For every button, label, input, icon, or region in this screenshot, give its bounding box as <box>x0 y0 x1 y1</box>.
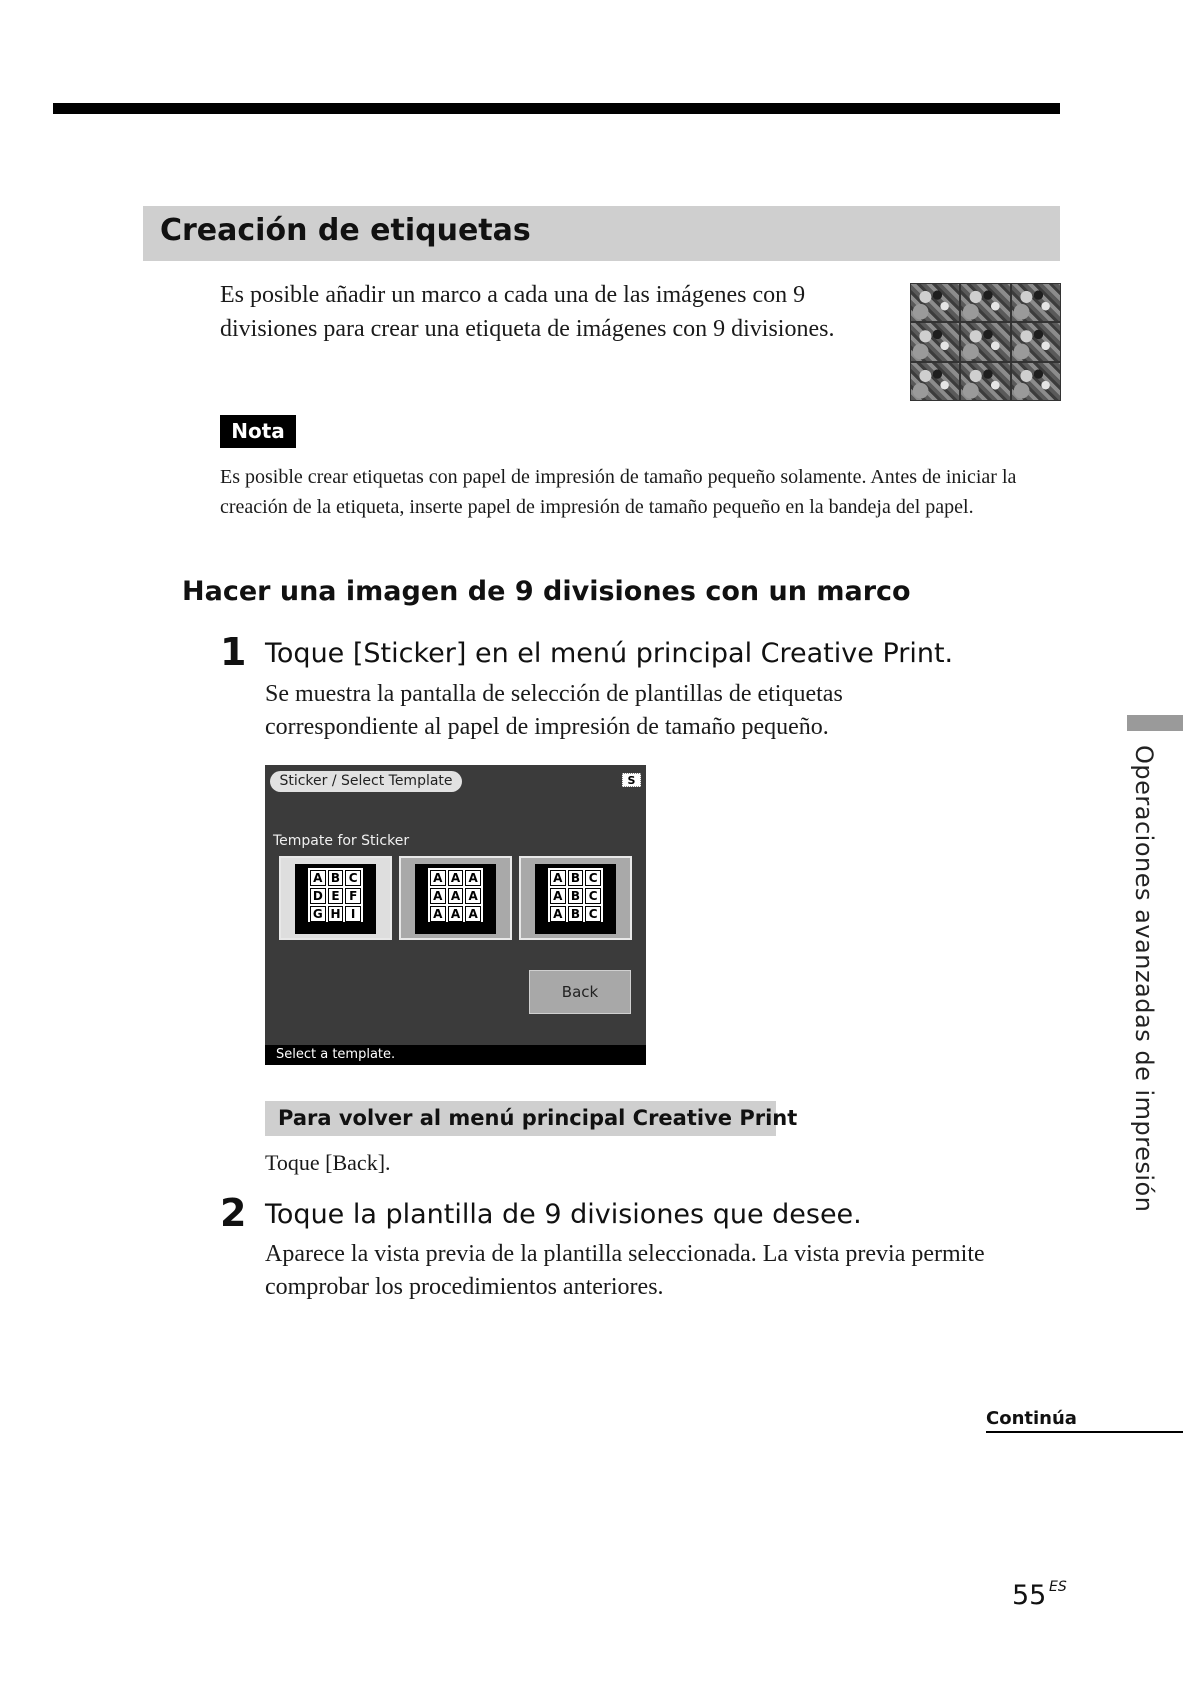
template-cell: G <box>310 906 326 922</box>
screen-template-label: Tempate for Sticker <box>273 833 410 849</box>
template-cell: C <box>585 888 601 904</box>
continued-rule <box>986 1431 1183 1433</box>
template-cell: C <box>585 870 601 886</box>
template-cell: A <box>550 906 566 922</box>
return-menu-heading: Para volver al menú principal Creative Print <box>278 1106 798 1130</box>
page-language-suffix: ES <box>1049 1579 1067 1595</box>
back-button[interactable]: Back <box>529 970 631 1014</box>
template-cell: A <box>465 870 481 886</box>
template-cell: A <box>448 870 464 886</box>
template-cell: A <box>310 870 326 886</box>
template-cell: A <box>550 870 566 886</box>
template-cell: B <box>568 888 584 904</box>
mosaic-tile <box>961 363 1009 400</box>
screen-header: Sticker / Select Template <box>270 771 462 792</box>
section-title: Creación de etiquetas <box>160 213 531 248</box>
template-grid <box>308 868 363 922</box>
template-cell: B <box>568 870 584 886</box>
template-cell: C <box>585 906 601 922</box>
template-cell: A <box>465 888 481 904</box>
nine-division-photo-icon <box>910 283 1061 401</box>
template-cell: A <box>430 870 446 886</box>
screen-status-bar: Select a template. <box>265 1045 646 1065</box>
template-option-2[interactable] <box>399 856 512 940</box>
device-screenshot <box>265 765 646 1065</box>
mosaic-tile <box>1012 363 1060 400</box>
template-cell: F <box>345 888 361 904</box>
step-body-1: Se muestra la pantalla de selección de plantillas de etiquetas correspondiente al papel de impresión de tamaño pequeño. <box>265 681 843 740</box>
template-cell: A <box>448 906 464 922</box>
template-cell: B <box>568 906 584 922</box>
template-cell: A <box>430 906 446 922</box>
template-grid <box>548 868 603 922</box>
mosaic-tile <box>961 323 1009 360</box>
template-cell: C <box>345 870 361 886</box>
side-tab-label: Operaciones avanzadas de impresión <box>1130 745 1158 1213</box>
template-cell: A <box>430 888 446 904</box>
template-frame <box>415 864 496 934</box>
template-option-1[interactable] <box>279 856 392 940</box>
template-cell: A <box>550 888 566 904</box>
template-frame <box>535 864 616 934</box>
template-cell: H <box>328 906 344 922</box>
subheading: Hacer una imagen de 9 divisiones con un marco <box>182 576 911 607</box>
step-title-1: Toque [Sticker] en el menú principal Creative Print. <box>265 638 954 669</box>
mosaic-tile <box>1012 284 1060 321</box>
side-tab-marker <box>1127 715 1183 731</box>
page-number: 55 <box>1012 1580 1047 1611</box>
step-number-1: 1 <box>220 630 247 674</box>
step-title-2: Toque la plantilla de 9 divisiones que desee. <box>265 1199 862 1230</box>
mosaic-tile <box>911 323 959 360</box>
mosaic-tile <box>911 363 959 400</box>
mosaic-tile <box>911 284 959 321</box>
template-cell: D <box>310 888 326 904</box>
note-badge: Nota <box>220 415 296 448</box>
template-cell: I <box>345 906 361 922</box>
template-grid <box>428 868 483 922</box>
template-cell: E <box>328 888 344 904</box>
continued-label: Continúa <box>986 1408 1077 1429</box>
template-cell: B <box>328 870 344 886</box>
template-cell: A <box>448 888 464 904</box>
template-cell: A <box>465 906 481 922</box>
mosaic-tile <box>1012 323 1060 360</box>
step-number-2: 2 <box>220 1191 247 1235</box>
template-option-3[interactable] <box>519 856 632 940</box>
top-rule <box>53 103 1060 114</box>
sticker-mode-icon: S <box>622 773 641 787</box>
mosaic-tile <box>961 284 1009 321</box>
template-frame <box>295 864 376 934</box>
step-body-2: Aparece la vista previa de la plantilla seleccionada. La vista previa permite comprobar los procedimientos anteriores. <box>265 1241 985 1300</box>
note-text: Es posible crear etiquetas con papel de impresión de tamaño pequeño solamente. Antes de iniciar la creación de la etiqueta, inserte papel de impresión de tamaño pequeño en la bandeja del papel. <box>220 466 1017 518</box>
intro-paragraph: Es posible añadir un marco a cada una de las imágenes con 9 divisiones para crear una etiqueta de imágenes con 9 divisiones. <box>220 282 835 342</box>
return-menu-text: Toque [Back]. <box>265 1150 391 1175</box>
